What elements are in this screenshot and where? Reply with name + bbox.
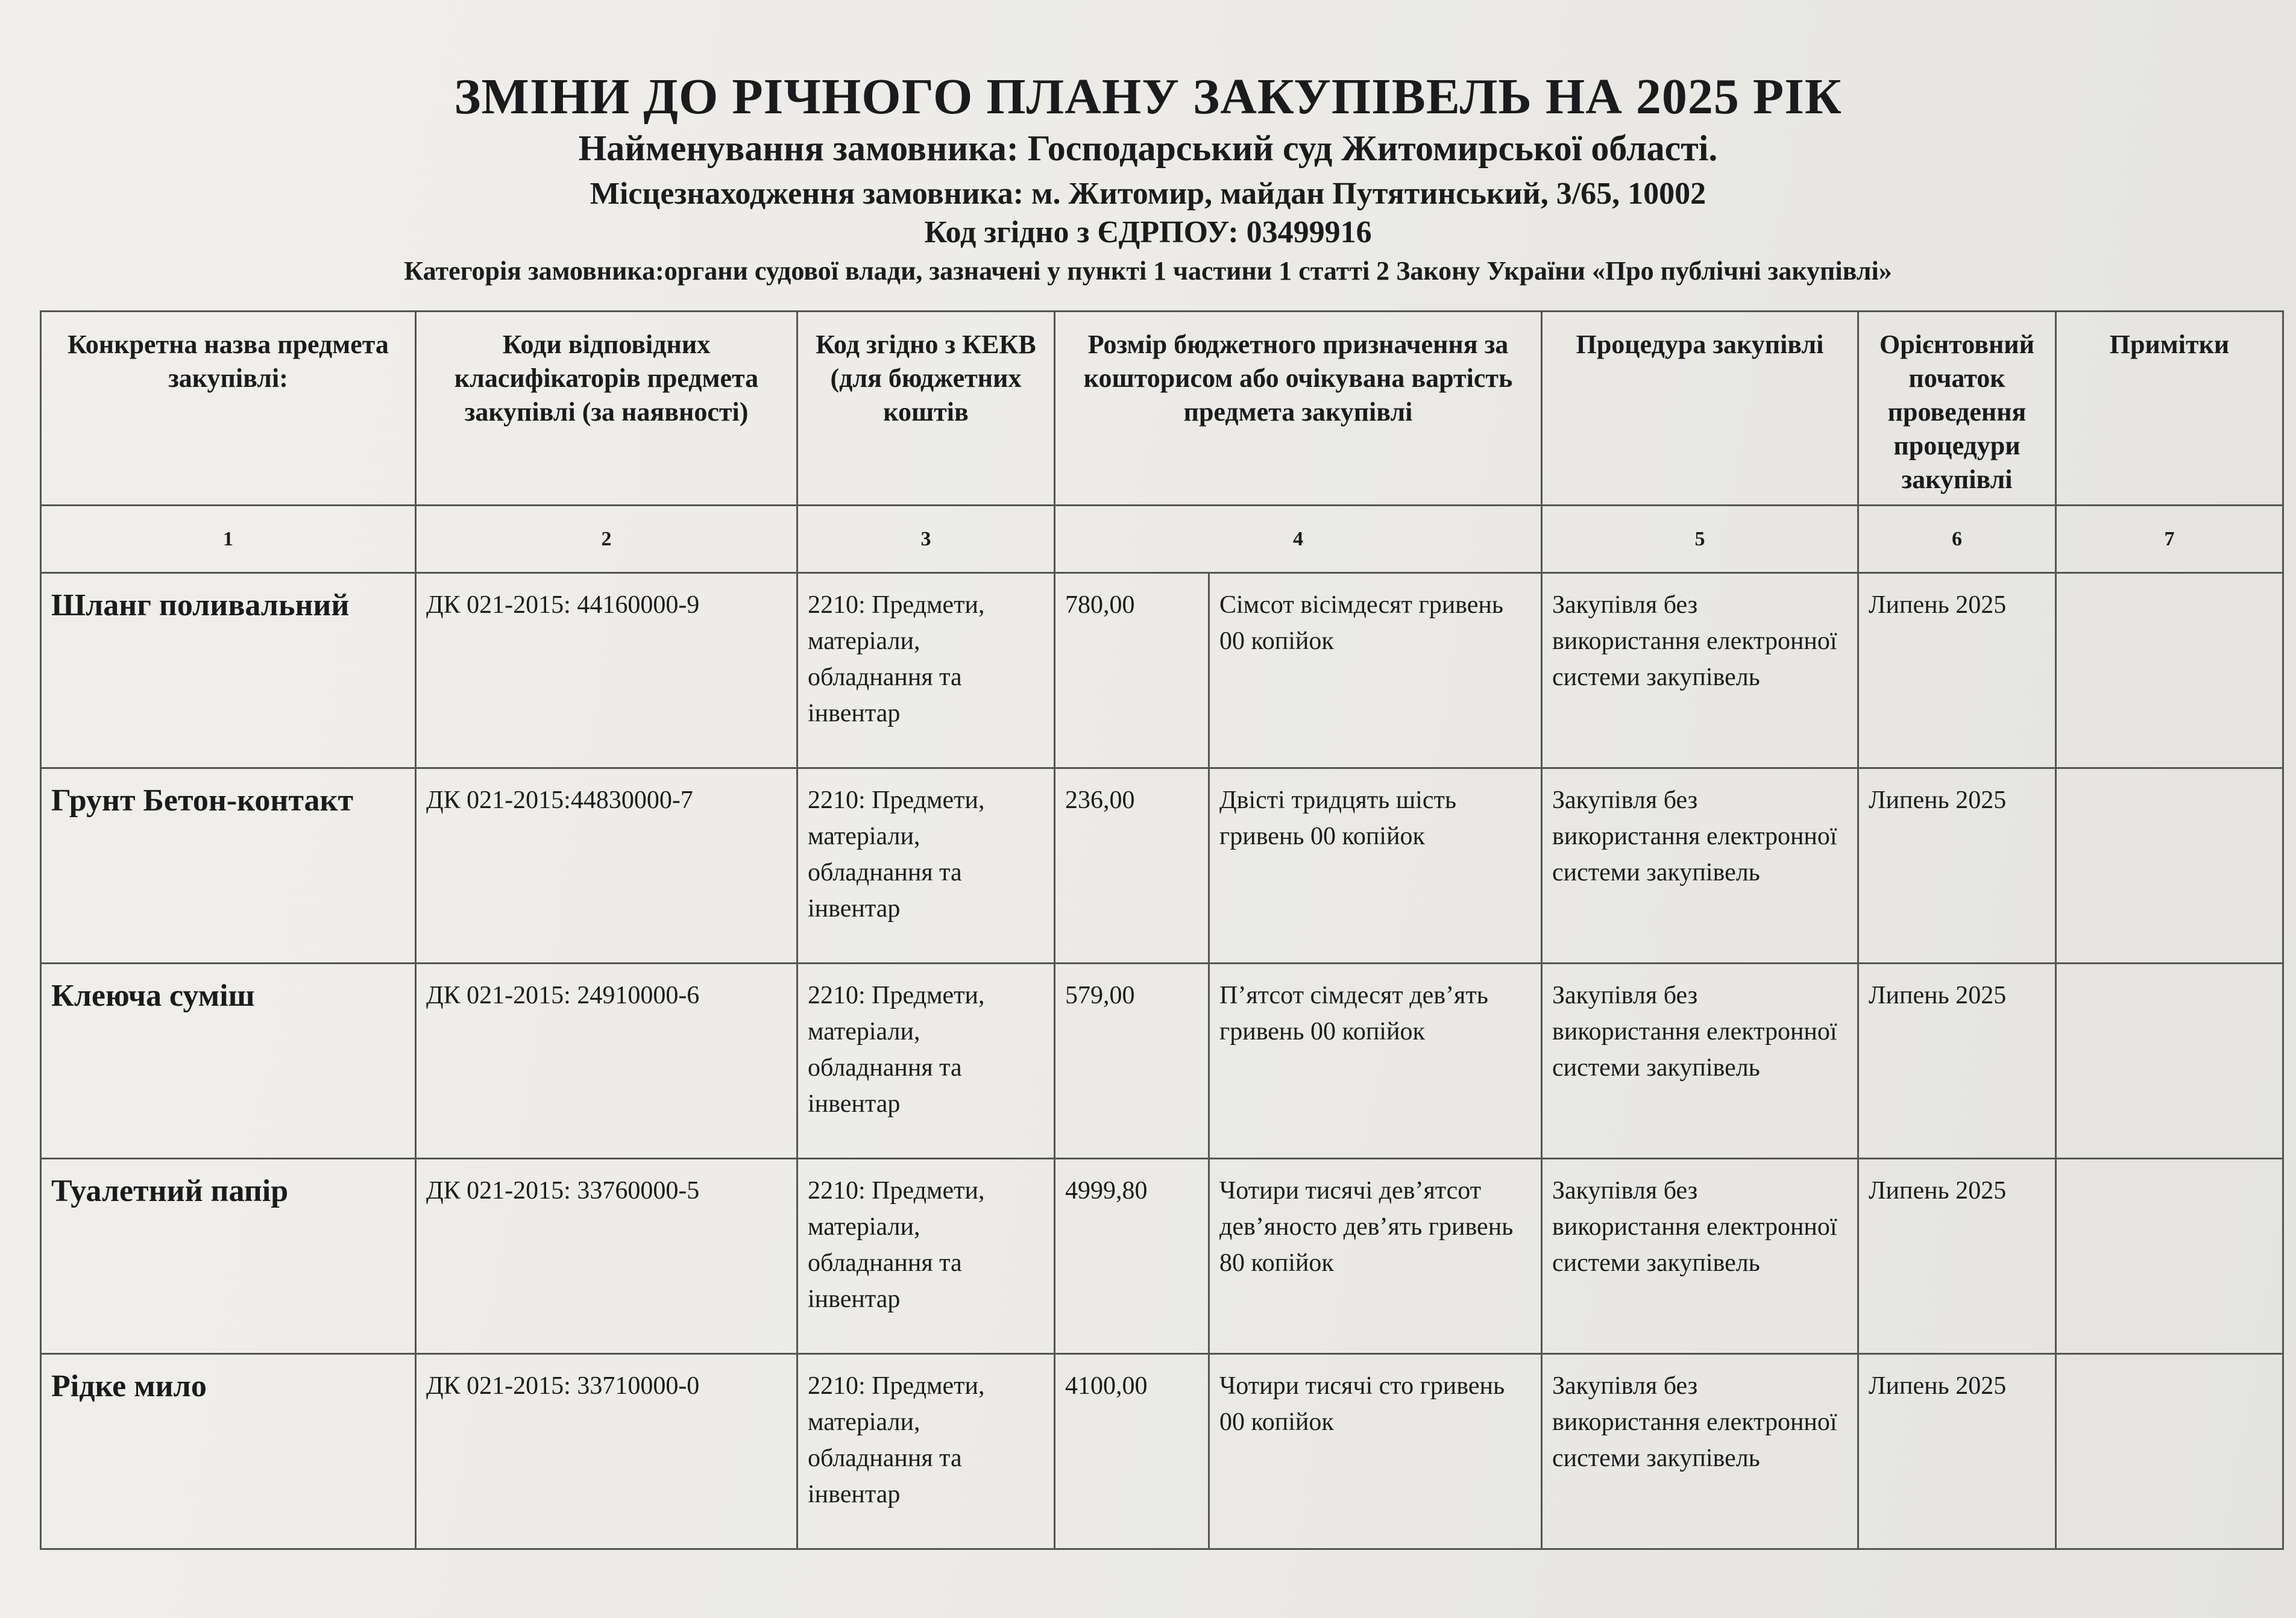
start-date: Липень 2025 — [1858, 573, 2056, 768]
amount-in-words: Чотири тисячі сто гривень 00 копійок — [1209, 1354, 1542, 1549]
amount-value: 780,00 — [1055, 573, 1209, 768]
amount-in-words: П’ятсот сімдесят дев’ять гривень 00 копійок — [1209, 964, 1542, 1159]
kekv-code: 2210: Предмети, матеріали, обладнання та інвентар — [797, 1159, 1055, 1354]
classifier-code: ДК 021-2015:44830000-7 — [416, 768, 797, 964]
classifier-code: ДК 021-2015: 24910000-6 — [416, 964, 797, 1159]
table-row — [41, 1159, 2283, 1354]
customer-category: Категорія замовника:органи судової влади, зазначені у пункті 1 частини 1 статті 2 Закону України «Про публічні закупівлі» — [404, 256, 1892, 286]
table-row — [41, 964, 2283, 1159]
notes — [2056, 1354, 2283, 1549]
customer-name: Найменування замовника: Господарський суд Житомирської області. — [578, 128, 1718, 168]
classifier-code: ДК 021-2015: 44160000-9 — [416, 573, 797, 768]
column-number: 4 — [1055, 506, 1542, 573]
procurement-table — [40, 310, 2284, 1550]
notes — [2056, 964, 2283, 1159]
amount-value: 4100,00 — [1055, 1354, 1209, 1549]
amount-in-words: Двісті тридцять шість гривень 00 копійок — [1209, 768, 1542, 964]
classifier-code: ДК 021-2015: 33710000-0 — [416, 1354, 797, 1549]
column-number: 7 — [2056, 506, 2283, 573]
column-number: 3 — [797, 506, 1055, 573]
kekv-code: 2210: Предмети, матеріали, обладнання та інвентар — [797, 964, 1055, 1159]
start-date: Липень 2025 — [1858, 964, 2056, 1159]
procurement-procedure: Закупівля без використання електронної системи закупівель — [1542, 1354, 1858, 1549]
item-name: Туалетний папір — [41, 1159, 416, 1354]
procurement-procedure: Закупівля без використання електронної системи закупівель — [1542, 964, 1858, 1159]
notes — [2056, 1159, 2283, 1354]
customer-location: Місцезнаходження замовника: м. Житомир, майдан Путятинський, 3/65, 10002 — [590, 177, 1706, 211]
amount-in-words: Сімсот вісімдесят гривень 00 копійок — [1209, 573, 1542, 768]
header-notes: Примітки — [2056, 312, 2283, 506]
document-title: ЗМІНИ ДО РІЧНОГО ПЛАНУ ЗАКУПІВЕЛЬ НА 2025 РІК — [454, 69, 1842, 125]
kekv-code: 2210: Предмети, матеріали, обладнання та інвентар — [797, 768, 1055, 964]
edrpou-code: Код згідно з ЄДРПОУ: 03499916 — [924, 215, 1372, 249]
kekv-code: 2210: Предмети, матеріали, обладнання та інвентар — [797, 573, 1055, 768]
kekv-code: 2210: Предмети, матеріали, обладнання та інвентар — [797, 1354, 1055, 1549]
procurement-procedure: Закупівля без використання електронної системи закупівель — [1542, 1159, 1858, 1354]
header-procedure: Процедура закупівлі — [1542, 312, 1858, 506]
amount-value: 4999,80 — [1055, 1159, 1209, 1354]
item-name: Клеюча суміш — [41, 964, 416, 1159]
table-row — [41, 768, 2283, 964]
start-date: Липень 2025 — [1858, 1354, 2056, 1549]
procurement-procedure: Закупівля без використання електронної системи закупівель — [1542, 573, 1858, 768]
procurement-procedure: Закупівля без використання електронної системи закупівель — [1542, 768, 1858, 964]
classifier-code: ДК 021-2015: 33760000-5 — [416, 1159, 797, 1354]
table-row — [41, 1354, 2283, 1549]
item-name: Шланг поливальний — [41, 573, 416, 768]
item-name: Грунт Бетон-контакт — [41, 768, 416, 964]
start-date: Липень 2025 — [1858, 1159, 2056, 1354]
header-start-date: Орієнтовний початок проведення процедури закупівлі — [1858, 312, 2056, 506]
column-number: 2 — [416, 506, 797, 573]
notes — [2056, 573, 2283, 768]
column-number: 5 — [1542, 506, 1858, 573]
amount-in-words: Чотири тисячі дев’ятсот дев’яносто дев’ять гривень 80 копійок — [1209, 1159, 1542, 1354]
amount-value: 579,00 — [1055, 964, 1209, 1159]
item-name: Рідке мило — [41, 1354, 416, 1549]
notes — [2056, 768, 2283, 964]
table-row — [41, 573, 2283, 768]
column-number-row — [41, 506, 2283, 573]
header-budget-amount: Розмір бюджетного призначення за кошторисом або очікувана вартість предмета закупівлі — [1055, 312, 1542, 506]
table-header-row — [41, 312, 2283, 506]
start-date: Липень 2025 — [1858, 768, 2056, 964]
header-item-name: Конкретна назва предмета закупівлі: — [41, 312, 416, 506]
column-number: 6 — [1858, 506, 2056, 573]
amount-value: 236,00 — [1055, 768, 1209, 964]
header-classifier-codes: Коди відповідних класифікаторів предмета закупівлі (за наявності) — [416, 312, 797, 506]
header-kekv-code: Код згідно з КЕКВ (для бюджетних коштів — [797, 312, 1055, 506]
column-number: 1 — [41, 506, 416, 573]
